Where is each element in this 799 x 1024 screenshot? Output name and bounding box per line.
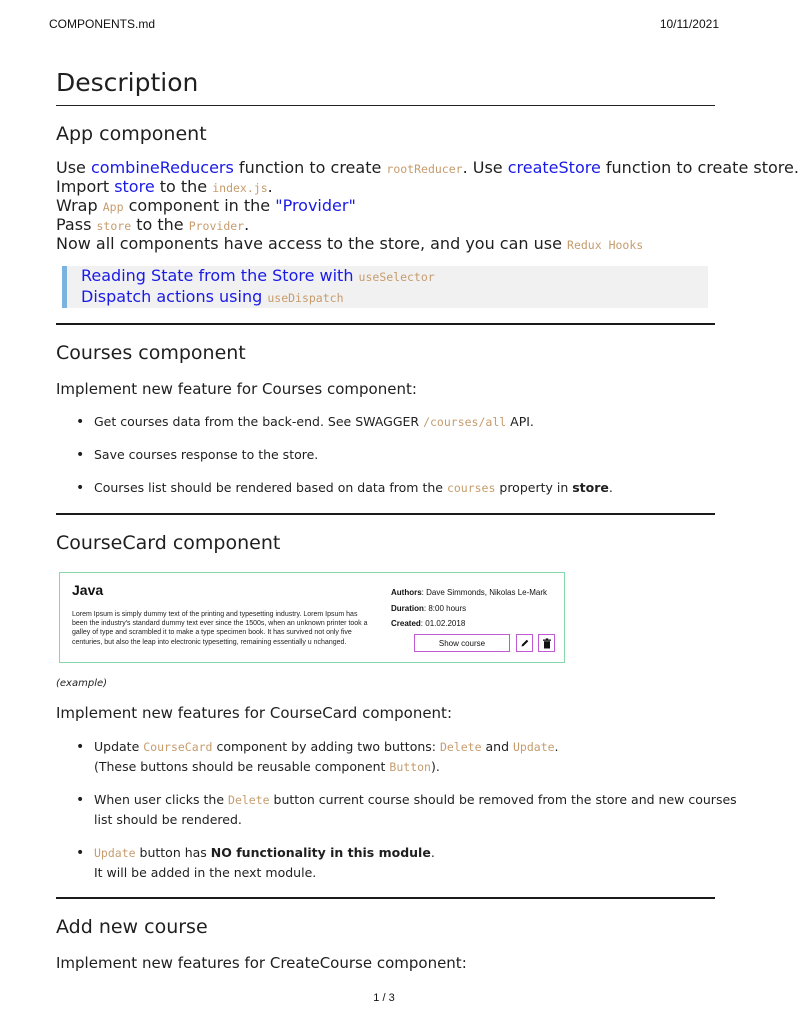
inline-code: store (96, 219, 132, 233)
delete-course-button[interactable] (538, 634, 555, 652)
inline-code: Update (513, 740, 555, 754)
app-component-heading: App component (56, 123, 207, 145)
heading-underline (56, 105, 715, 106)
inline-code: Update (94, 846, 136, 860)
provider-link[interactable]: "Provider" (275, 196, 356, 215)
quote-line-2 (81, 287, 708, 308)
combinereducers-link[interactable]: combineReducers (90, 158, 234, 177)
inline-code: App (102, 200, 124, 214)
section-divider (56, 897, 715, 899)
pencil-icon (520, 638, 530, 648)
quote-line-1 (81, 266, 708, 287)
section-divider (56, 513, 715, 515)
inline-code: Button (389, 760, 431, 774)
inline-code: CourseCard (143, 740, 213, 754)
list-item: • When user clicks the Delete button current course should be removed from the store and new courses list should be rendered. (56, 790, 715, 830)
trash-icon (542, 638, 552, 649)
coursecard-component-heading: CourseCard component (56, 532, 281, 554)
document-filename: COMPONENTS.md (49, 17, 156, 31)
courses-feature-list (56, 412, 715, 498)
course-meta (391, 585, 547, 632)
description-heading: Description (56, 68, 199, 97)
list-item: • Update CourseCard component by adding two buttons: Delete and Update. (These buttons should be reusable component Button). (56, 737, 715, 777)
print-date: 10/11/2021 (659, 17, 719, 31)
course-duration: Duration: 8:00 hours (391, 603, 467, 613)
page-number: 1 / 3 (373, 992, 395, 1004)
inline-code: Redux Hooks (567, 238, 644, 252)
inline-code: rootReducer (386, 162, 463, 176)
course-authors: Authors: Dave Simmonds, Nikolas Le-Mark (391, 588, 548, 597)
app-line-1: Use combineReducers function to create rootReducer. Use createStore function to create store. (56, 158, 799, 177)
inline-code: courses (446, 481, 496, 495)
add-new-course-heading: Add new course (56, 916, 208, 938)
addcourse-intro: Implement new features for CreateCourse component: (56, 954, 467, 972)
app-line-3: Wrap App component in the "Provider" (56, 196, 356, 215)
list-item: • Update button has NO functionality in this module. It will be added in the next module. (56, 843, 715, 883)
dispatch-actions-link[interactable]: Dispatch actions using (81, 287, 268, 306)
edit-course-button[interactable] (516, 634, 533, 652)
show-course-button[interactable]: Show course (414, 634, 510, 652)
coursecard-example-wrapper (56, 572, 715, 663)
createstore-link[interactable]: createStore (507, 158, 601, 177)
course-description: Lorem Ipsum is simply dummy text of the printing and typesetting industry. Lorem Ipsum has been the industry's standard dummy text ever since the 1500s, when an unknown printer took a galley of type and scrambled it to make a type specimen book. It has survived not only five centuries, but also the leap into electronic typesetting, remaining essentially u nchanged. (72, 611, 368, 646)
inline-code: /courses/all (423, 415, 507, 429)
app-line-4: Pass store to the Provider. (56, 215, 250, 234)
inline-code: Provider (188, 219, 245, 233)
coursecard-feature-list (56, 737, 737, 883)
section-divider (56, 323, 715, 325)
list-item: • Save courses response to the store. (56, 445, 715, 465)
app-component-text (56, 158, 799, 253)
inline-code: useSelector (358, 270, 435, 284)
list-item: • Get courses data from the back-end. See SWAGGER /courses/all API. (56, 412, 715, 432)
inline-code: index.js (212, 181, 268, 195)
course-title: Java (72, 582, 104, 598)
course-created: Created: 01.02.2018 (391, 619, 466, 628)
document-body (56, 66, 799, 974)
reading-state-link[interactable]: Reading State from the Store with (81, 266, 359, 285)
example-caption: (example) (56, 678, 108, 689)
app-line-5: Now all components have access to the store, and you can use Redux Hooks (56, 234, 644, 253)
app-line-2: Import store to the index.js. (56, 177, 273, 196)
inline-code: Delete (439, 740, 482, 754)
coursecard-intro: Implement new features for CourseCard component: (56, 704, 452, 722)
list-item: • Courses list should be rendered based on data from the courses property in store. (56, 478, 715, 498)
store-link[interactable]: store (114, 177, 155, 196)
inline-code: Delete (228, 793, 270, 807)
course-card-example (59, 572, 565, 663)
hooks-blockquote (62, 266, 708, 308)
courses-component-heading: Courses component (56, 342, 246, 364)
courses-intro: Implement new feature for Courses component: (56, 380, 417, 398)
inline-code: useDispatch (267, 291, 344, 305)
